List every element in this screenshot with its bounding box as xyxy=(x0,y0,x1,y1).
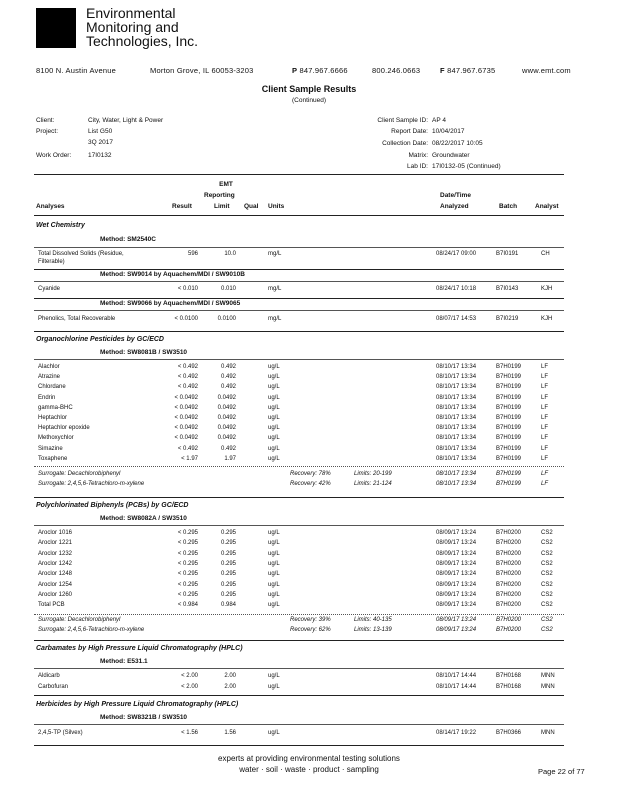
limit-value: 0.984 xyxy=(220,602,236,609)
analyte-name: Toxaphene xyxy=(38,455,68,462)
table-row xyxy=(0,571,618,581)
section-title: Organochlorine Pesticides by GC/ECD xyxy=(36,336,164,343)
divider xyxy=(34,695,564,696)
table-row xyxy=(0,435,618,445)
analyst-value: CS2 xyxy=(541,617,553,623)
footer-tagline: experts at providing environmental testing solutions xyxy=(218,754,400,763)
date-value: 08/09/17 13:24 xyxy=(436,627,477,633)
divider xyxy=(34,466,564,467)
analyst-value: LF xyxy=(541,471,549,477)
date-value: 08/09/17 13:24 xyxy=(436,571,477,578)
result-value: < 0.0100 xyxy=(174,316,198,322)
unit-value: ug/L xyxy=(268,571,280,578)
analyst-value: CS2 xyxy=(541,560,553,567)
result-value: < 2.00 xyxy=(181,683,198,690)
batch-value: B7H0168 xyxy=(496,683,522,690)
analyte-name: Aroclor 1016 xyxy=(38,530,73,536)
analyte-name: Aroclor 1242 xyxy=(38,560,73,567)
phone-number: 847.967.6666 xyxy=(299,66,348,75)
client-label: Client: xyxy=(36,117,55,124)
unit-value: ug/L xyxy=(268,602,280,609)
result-value: < 0.295 xyxy=(177,560,198,567)
divider xyxy=(34,745,564,746)
date-value: 08/10/17 13:34 xyxy=(436,481,477,487)
divider xyxy=(34,497,564,498)
analyst-value: LF xyxy=(541,374,549,381)
date-value: 08/10/17 13:34 xyxy=(436,404,477,411)
table-row xyxy=(0,364,618,374)
analyst-value: LF xyxy=(541,435,549,442)
batch-value: B7H0200 xyxy=(496,581,522,588)
report-date-value: 10/04/2017 xyxy=(432,128,465,135)
analyte-name: Endrin xyxy=(38,394,56,401)
analyst-value: CS2 xyxy=(541,602,553,609)
batch-value: B7H0366 xyxy=(496,730,522,736)
date-value: 08/09/17 13:24 xyxy=(436,550,477,557)
method-label: Method: SW8321B / SW3510 xyxy=(100,714,188,721)
limit-value: 0.0492 xyxy=(217,415,236,421)
result-value: 596 xyxy=(187,251,198,257)
table-row xyxy=(0,316,618,326)
date-value: 08/07/17 14:53 xyxy=(436,316,477,322)
analyst-value: LF xyxy=(541,425,549,432)
date-value: 08/09/17 13:24 xyxy=(436,560,477,567)
analyst-value: KJH xyxy=(541,316,553,322)
date-value: 08/09/17 13:24 xyxy=(436,617,477,623)
unit-value: ug/L xyxy=(268,455,280,462)
analyte-name: Heptachlor epoxide xyxy=(38,425,90,432)
table-row xyxy=(0,446,618,456)
analyst-value: CS2 xyxy=(541,581,553,588)
sample-id-value: AP 4 xyxy=(432,117,446,124)
unit-value: mg/L xyxy=(268,316,282,322)
table-row-cont xyxy=(0,259,618,269)
surrogate-row xyxy=(0,617,618,627)
col-units: Units xyxy=(268,203,285,210)
date-value: 08/10/17 13:34 xyxy=(436,384,477,391)
result-value: < 0.295 xyxy=(177,540,198,547)
date-value: 08/10/17 13:34 xyxy=(436,425,477,432)
table-row xyxy=(0,730,618,740)
limit-value: 2.00 xyxy=(224,683,236,690)
unit-value: ug/L xyxy=(268,404,280,411)
company-name xyxy=(86,6,198,48)
lab-id-label: Lab ID: xyxy=(407,163,428,170)
batch-value: B7I0219 xyxy=(496,316,519,322)
limit-value: 0.010 xyxy=(220,286,236,292)
analyte-name: 2,4,5-TP (Silvex) xyxy=(38,730,83,736)
unit-value: ug/L xyxy=(268,384,280,391)
batch-value: B7H0199 xyxy=(496,384,522,391)
limit-value: 0.295 xyxy=(220,550,236,557)
limit-value: 0.295 xyxy=(220,530,236,536)
col-qual: Qual xyxy=(244,203,259,210)
surrogate-row xyxy=(0,471,618,481)
date-value: 08/10/17 13:34 xyxy=(436,435,477,442)
table-row xyxy=(0,415,618,425)
result-value: < 0.010 xyxy=(177,286,198,292)
method-label: Method: SW8081B / SW3510 xyxy=(100,349,188,356)
date-value: 08/10/17 13:34 xyxy=(436,394,477,401)
col-analyses: Analyses xyxy=(36,203,65,210)
date-value: 08/10/17 14:44 xyxy=(436,683,477,690)
company-name-line2: Monitoring and xyxy=(86,19,179,35)
batch-value: B7H0199 xyxy=(496,394,522,401)
table-row xyxy=(0,286,618,296)
batch-value: B7H0199 xyxy=(496,415,522,421)
project-period: 3Q 2017 xyxy=(88,139,113,146)
date-value: 08/10/17 13:34 xyxy=(436,364,477,370)
result-value: < 0.492 xyxy=(177,364,198,370)
date-value: 08/24/17 09:00 xyxy=(436,251,477,257)
result-value: < 1.97 xyxy=(181,455,198,462)
result-value: < 2.00 xyxy=(181,673,198,679)
date-value: 08/10/17 13:34 xyxy=(436,374,477,381)
divider xyxy=(34,269,564,270)
batch-value: B7H0200 xyxy=(496,627,522,633)
collection-value: 08/22/2017 10:05 xyxy=(432,140,483,147)
result-value: < 0.0492 xyxy=(174,394,198,401)
tollfree-number: 800.246.0663 xyxy=(372,66,421,75)
report-date-label: Report Date: xyxy=(391,128,428,135)
divider xyxy=(34,174,564,175)
table-row xyxy=(0,673,618,683)
limit-value: 0.492 xyxy=(220,374,236,381)
unit-value: ug/L xyxy=(268,730,280,736)
divider xyxy=(34,247,564,248)
result-value: < 0.0492 xyxy=(174,415,198,421)
unit-value: mg/L xyxy=(268,251,282,257)
limit-value: 0.295 xyxy=(220,540,236,547)
unit-value: ug/L xyxy=(268,425,280,432)
date-value: 08/09/17 13:24 xyxy=(436,530,477,536)
batch-value: B7H0200 xyxy=(496,550,522,557)
method-label: Method: E531.1 xyxy=(100,658,148,665)
batch-value: B7H0199 xyxy=(496,481,522,487)
result-value: < 0.492 xyxy=(177,384,198,391)
col-reporting: Reporting xyxy=(204,192,235,199)
divider xyxy=(34,331,564,332)
analyst-value: KJH xyxy=(541,286,553,292)
col-limit: Limit xyxy=(214,203,230,210)
analyst-value: CS2 xyxy=(541,530,553,536)
recovery-value: Recovery: 62% xyxy=(290,627,331,633)
limit-value: 0.295 xyxy=(220,581,236,588)
unit-value: ug/L xyxy=(268,540,280,547)
lab-id-value: 17I0132-05 (Continued) xyxy=(432,163,501,170)
result-value: < 0.492 xyxy=(177,445,198,452)
divider xyxy=(34,614,564,615)
collection-label: Collection Date: xyxy=(382,140,428,147)
limit-value: 2.00 xyxy=(224,673,236,679)
analyst-value: LF xyxy=(541,394,549,401)
col-emt: EMT xyxy=(219,181,233,188)
result-value: < 0.295 xyxy=(177,550,198,557)
result-value: < 0.0492 xyxy=(174,404,198,411)
analyst-value: CS2 xyxy=(541,571,553,578)
section-title: Wet Chemistry xyxy=(36,222,85,229)
table-row xyxy=(0,395,618,405)
page-number: Page 22 of 77 xyxy=(538,767,585,776)
analyst-value: CS2 xyxy=(541,540,553,547)
client-value: City, Water, Light & Power xyxy=(88,117,164,124)
limit-value: 0.492 xyxy=(220,364,236,370)
table-row xyxy=(0,530,618,540)
table-row xyxy=(0,684,618,694)
analyst-value: CH xyxy=(541,251,550,257)
limit-value: 0.0100 xyxy=(217,316,236,322)
batch-value: B7H0199 xyxy=(496,404,522,411)
batch-value: B7H0199 xyxy=(496,435,522,442)
sample-id-label: Client Sample ID: xyxy=(377,117,428,124)
analyte-name-cont: Filterable) xyxy=(38,259,65,265)
unit-value: ug/L xyxy=(268,683,280,690)
analyte-name: Surrogate: Decachlorobiphenyl xyxy=(38,617,121,623)
analyst-value: MNN xyxy=(541,673,555,679)
limit-value: 0.295 xyxy=(220,591,236,598)
date-value: 08/10/17 13:34 xyxy=(436,455,477,462)
result-value: < 1.56 xyxy=(181,730,198,736)
analyte-name: Aroclor 1260 xyxy=(38,591,73,598)
recovery-value: Recovery: 39% xyxy=(290,617,331,623)
divider xyxy=(34,215,564,216)
method-label: Method: SW9066 by Aquachem/MDI / SW9065 xyxy=(100,300,241,307)
section-title: Polychlorinated Biphenyls (PCBs) by GC/ECD xyxy=(36,502,189,509)
batch-value: B7H0199 xyxy=(496,455,522,462)
table-row xyxy=(0,592,618,602)
table-row xyxy=(0,374,618,384)
fax-label: F xyxy=(440,66,445,75)
unit-value: mg/L xyxy=(268,286,282,292)
surrogate-row xyxy=(0,481,618,491)
workorder-value: 17I0132 xyxy=(88,152,112,159)
batch-value: B7H0199 xyxy=(496,471,522,477)
date-value: 08/09/17 13:24 xyxy=(436,540,477,547)
batch-value: B7H0200 xyxy=(496,602,522,609)
date-value: 08/10/17 13:34 xyxy=(436,445,477,452)
section-title: Carbamates by High Pressure Liquid Chromatography (HPLC) xyxy=(36,645,243,652)
analyst-value: CS2 xyxy=(541,591,553,598)
date-value: 08/14/17 19:22 xyxy=(436,730,477,736)
analyte-name: Aroclor 1232 xyxy=(38,550,73,557)
divider xyxy=(34,724,564,725)
batch-value: B7H0200 xyxy=(496,530,522,536)
unit-value: ug/L xyxy=(268,581,280,588)
analyte-name: Total Dissolved Solids (Residue, xyxy=(38,251,124,257)
method-label: Method: SW9014 by Aquachem/MDI / SW9010B xyxy=(100,271,245,278)
batch-value: B7H0199 xyxy=(496,445,522,452)
limits-value: Limits: 20-199 xyxy=(354,471,392,477)
fax-number: 847.967.6735 xyxy=(447,66,496,75)
batch-value: B7I0191 xyxy=(496,251,519,257)
report-title: Client Sample Results xyxy=(261,84,357,94)
batch-value: B7H0200 xyxy=(496,591,522,598)
batch-value: B7H0200 xyxy=(496,571,522,578)
batch-value: B7H0200 xyxy=(496,617,522,623)
section-title: Herbicides by High Pressure Liquid Chromatography (HPLC) xyxy=(36,701,239,708)
method-label: Method: SM2540C xyxy=(100,236,156,243)
limit-value: 1.56 xyxy=(224,730,236,736)
analyte-name: Alachlor xyxy=(38,364,60,370)
limit-value: 0.492 xyxy=(220,445,236,452)
unit-value: ug/L xyxy=(268,374,280,381)
analyte-name: gamma-BHC xyxy=(38,404,73,411)
result-value: < 0.984 xyxy=(177,602,198,609)
unit-value: ug/L xyxy=(268,435,280,442)
result-value: < 0.295 xyxy=(177,581,198,588)
date-value: 08/09/17 13:24 xyxy=(436,591,477,598)
analyte-name: Surrogate: 2,4,5,6-Tetrachloro-m-xylene xyxy=(38,627,145,633)
batch-value: B7H0200 xyxy=(496,560,522,567)
result-value: < 0.0492 xyxy=(174,435,198,442)
table-row xyxy=(0,602,618,612)
project-value: List G50 xyxy=(88,128,113,135)
unit-value: ug/L xyxy=(268,445,280,452)
table-row xyxy=(0,456,618,466)
analyst-value: MNN xyxy=(541,683,555,690)
analyst-value: MNN xyxy=(541,730,555,736)
company-name-line1: Environmental xyxy=(86,5,176,21)
unit-value: ug/L xyxy=(268,673,280,679)
workorder-label: Work Order: xyxy=(36,152,72,159)
batch-value: B7H0199 xyxy=(496,374,522,381)
divider xyxy=(34,298,564,299)
matrix-value: Groundwater xyxy=(432,152,470,159)
analyte-name: Cyanide xyxy=(38,286,61,292)
limit-value: 0.295 xyxy=(220,571,236,578)
recovery-value: Recovery: 42% xyxy=(290,481,331,487)
batch-value: B7H0199 xyxy=(496,425,522,432)
divider xyxy=(34,525,564,526)
date-value: 08/09/17 13:24 xyxy=(436,602,477,609)
project-label: Project: xyxy=(36,128,59,135)
table-row xyxy=(0,384,618,394)
table-row xyxy=(0,551,618,561)
analyst-value: CS2 xyxy=(541,550,553,557)
unit-value: ug/L xyxy=(268,560,280,567)
batch-value: B7H0200 xyxy=(496,540,522,547)
analyte-name: Aroclor 1221 xyxy=(38,540,73,547)
phone-label: P xyxy=(292,66,298,75)
limit-value: 0.0492 xyxy=(217,425,236,432)
divider xyxy=(34,281,564,282)
col-analyst: Analyst xyxy=(535,203,559,210)
divider xyxy=(34,668,564,669)
address-street: 8100 N. Austin Avenue xyxy=(36,66,116,75)
analyst-value: LF xyxy=(541,481,549,487)
col-datetime: Date/Time xyxy=(440,192,471,199)
limit-value: 10.0 xyxy=(224,251,236,257)
batch-value: B7H0199 xyxy=(496,364,522,370)
limits-value: Limits: 40-135 xyxy=(354,617,392,623)
analyte-name: Carbofuran xyxy=(38,683,69,690)
table-row xyxy=(0,561,618,571)
analyte-name: Methoxychlor xyxy=(38,435,74,442)
limit-value: 0.0492 xyxy=(217,394,236,401)
table-row xyxy=(0,425,618,435)
report-subtitle: (Continued) xyxy=(292,97,326,104)
result-value: < 0.492 xyxy=(177,374,198,381)
analyte-name: Simazine xyxy=(38,445,63,452)
analyte-name: Aroclor 1248 xyxy=(38,571,73,578)
result-value: < 0.295 xyxy=(177,591,198,598)
surrogate-row xyxy=(0,627,618,637)
analyte-name: Phenolics, Total Recoverable xyxy=(38,316,116,322)
unit-value: ug/L xyxy=(268,530,280,536)
divider xyxy=(34,310,564,311)
address-city: Morton Grove, IL 60053-3203 xyxy=(150,66,254,75)
analyte-name: Aldicarb xyxy=(38,673,60,679)
analyte-name: Aroclor 1254 xyxy=(38,581,73,588)
date-value: 08/24/17 10:18 xyxy=(436,286,477,292)
recovery-value: Recovery: 78% xyxy=(290,471,331,477)
limit-value: 0.295 xyxy=(220,560,236,567)
unit-value: ug/L xyxy=(268,364,280,370)
table-row xyxy=(0,405,618,415)
analyst-value: LF xyxy=(541,415,549,421)
analyte-name: Surrogate: 2,4,5,6-Tetrachloro-m-xylene xyxy=(38,481,145,487)
limit-value: 0.492 xyxy=(220,384,236,391)
date-value: 08/10/17 14:44 xyxy=(436,673,477,679)
analyst-value: LF xyxy=(541,455,549,462)
analyte-name: Surrogate: Decachlorobiphenyl xyxy=(38,471,121,477)
unit-value: ug/L xyxy=(268,550,280,557)
analyte-name: Heptachlor xyxy=(38,415,68,421)
divider xyxy=(34,359,564,360)
limit-value: 0.0492 xyxy=(217,404,236,411)
result-value: < 0.295 xyxy=(177,571,198,578)
table-row xyxy=(0,582,618,592)
company-logo xyxy=(36,8,76,48)
limits-value: Limits: 13-139 xyxy=(354,627,392,633)
limit-value: 1.97 xyxy=(224,455,236,462)
col-batch: Batch xyxy=(499,203,518,210)
website: www.emt.com xyxy=(522,66,571,75)
analyst-value: LF xyxy=(541,445,549,452)
unit-value: ug/L xyxy=(268,415,280,421)
method-label: Method: SW8082A / SW3510 xyxy=(100,515,187,522)
matrix-label: Matrix: xyxy=(408,152,428,159)
result-value: < 0.0492 xyxy=(174,425,198,432)
company-name-line3: Technologies, Inc. xyxy=(86,33,199,49)
date-value: 08/10/17 13:34 xyxy=(436,471,477,477)
batch-value: B7I0143 xyxy=(496,286,519,292)
divider xyxy=(34,640,564,641)
col-result: Result xyxy=(172,203,192,210)
analyst-value: LF xyxy=(541,404,549,411)
table-row xyxy=(0,540,618,550)
col-analyzed: Analyzed xyxy=(440,203,469,210)
analyst-value: CS2 xyxy=(541,627,553,633)
date-value: 08/09/17 13:24 xyxy=(436,581,477,588)
batch-value: B7H0168 xyxy=(496,673,522,679)
analyte-name: Chlordane xyxy=(38,384,66,391)
date-value: 08/10/17 13:34 xyxy=(436,415,477,421)
limit-value: 0.0492 xyxy=(217,435,236,442)
footer-services: water · soil · waste · product · sampling xyxy=(239,765,379,774)
unit-value: ug/L xyxy=(268,394,280,401)
result-value: < 0.295 xyxy=(177,530,198,536)
analyte-name: Atrazine xyxy=(38,374,61,381)
limits-value: Limits: 21-124 xyxy=(354,481,392,487)
analyte-name: Total PCB xyxy=(38,602,65,609)
analyst-value: LF xyxy=(541,384,549,391)
unit-value: ug/L xyxy=(268,591,280,598)
analyst-value: LF xyxy=(541,364,549,370)
